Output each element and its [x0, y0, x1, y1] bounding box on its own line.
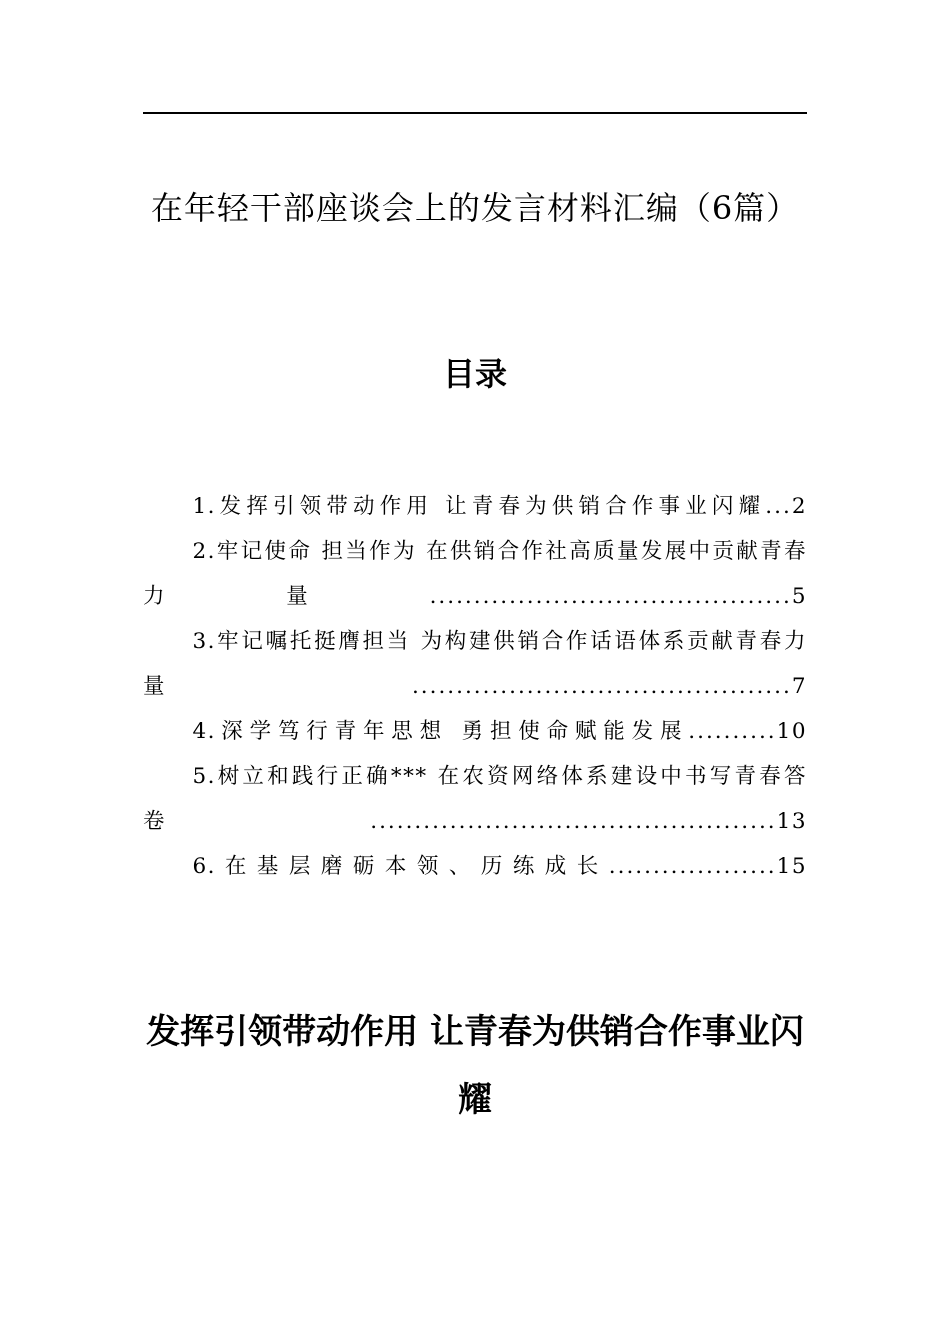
article-title: 发挥引领带动作用 让青春为供销合作事业闪耀: [146, 1012, 804, 1120]
toc-entry-text: 3.牢记嘱托挺膺担当 为构建供销合作话语体系贡献青春力量: [143, 629, 807, 699]
table-of-contents: [143, 484, 807, 889]
document-title: 在年轻干部座谈会上的发言材料汇编（6篇）: [150, 189, 800, 227]
toc-page-number: 2: [791, 494, 807, 519]
toc-entry-1[interactable]: [143, 484, 807, 529]
toc-leader-dots: ..........: [688, 719, 777, 744]
toc-leader-dots: ...........................................: [411, 674, 792, 699]
toc-entry-text: 4.深学笃行青年思想 勇担使命赋能发展: [192, 719, 689, 744]
toc-page-number: 7: [791, 674, 807, 699]
toc-page-number: 10: [776, 719, 807, 744]
toc-entry-4[interactable]: [143, 709, 807, 754]
toc-leader-dots: ...................: [608, 854, 777, 879]
toc-entry-text: 5.树立和践行正确*** 在农资网络体系建设中书写青春答卷: [143, 764, 807, 834]
toc-page-number: 15: [776, 854, 807, 879]
toc-entry-2[interactable]: [143, 529, 807, 619]
toc-entry-text: 6.在基层磨砺本领、历练成长: [192, 854, 609, 879]
header-rule: [143, 112, 807, 114]
toc-entry-5[interactable]: [143, 754, 807, 844]
toc-leader-dots: ..............................................: [370, 809, 777, 834]
toc-leader-dots: .........................................: [429, 584, 792, 609]
toc-entry-3[interactable]: [143, 619, 807, 709]
toc-entry-text: 1.发挥引领带动作用 让青春为供销合作事业闪耀: [192, 494, 766, 519]
toc-leader-dots: ...: [765, 494, 792, 519]
toc-entry-6[interactable]: [143, 844, 807, 889]
toc-heading: 目录: [442, 355, 507, 393]
toc-page-number: 13: [776, 809, 807, 834]
toc-entry-text: 2.牢记使命 担当作为 在供销合作社高质量发展中贡献青春力量: [143, 539, 807, 609]
toc-page-number: 5: [791, 584, 807, 609]
